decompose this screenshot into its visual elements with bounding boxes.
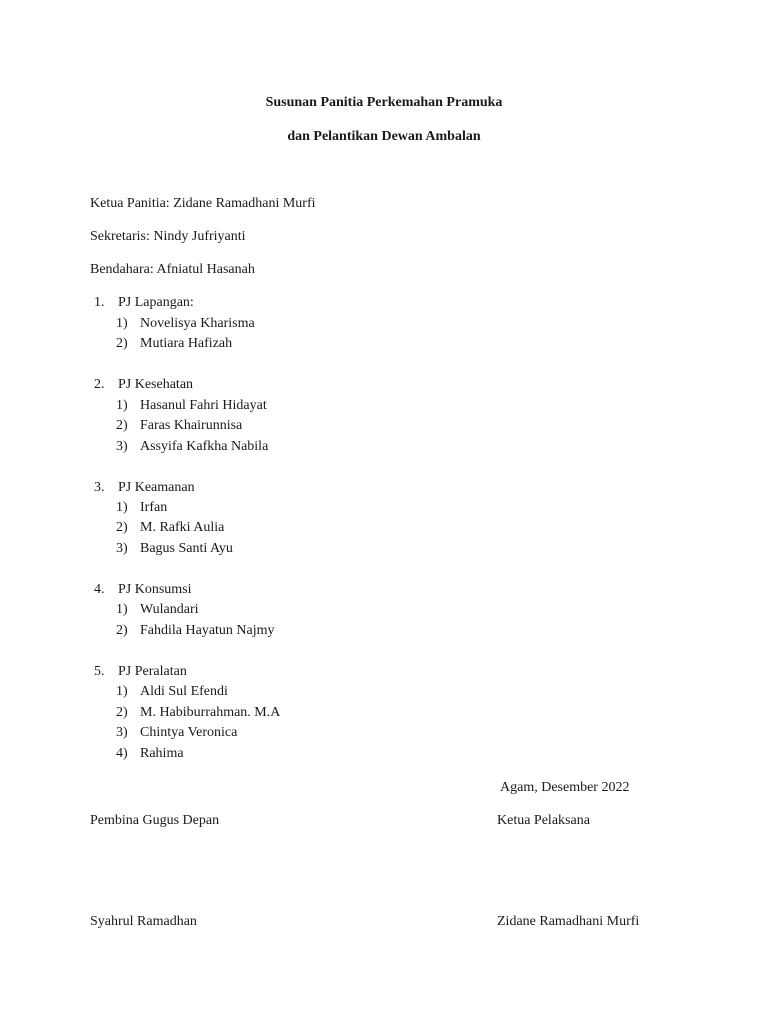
member-number: 4) xyxy=(116,746,128,761)
member-name: Irfan xyxy=(140,500,168,515)
member-number: 1) xyxy=(116,500,128,515)
section-number: 3. xyxy=(94,480,105,495)
member-name: Fahdila Hayatun Najmy xyxy=(140,623,275,638)
section-number: 2. xyxy=(94,377,105,392)
member-number: 2) xyxy=(116,336,128,351)
section-number: 4. xyxy=(94,582,105,597)
member-number: 1) xyxy=(116,398,128,413)
member-name: Chintya Veronica xyxy=(140,725,238,740)
section-label: PJ Konsumsi xyxy=(118,582,192,597)
member-name: Wulandari xyxy=(140,602,199,617)
signatory-name-right: Zidane Ramadhani Murfi xyxy=(497,914,640,929)
member-name: Aldi Sul Efendi xyxy=(140,684,228,699)
ketua-panitia: Ketua Panitia: Zidane Ramadhani Murfi xyxy=(90,196,316,211)
member-name: Rahima xyxy=(140,746,184,761)
section-label: PJ Keamanan xyxy=(118,480,195,495)
section-number: 5. xyxy=(94,664,105,679)
section-label: PJ Kesehatan xyxy=(118,377,194,392)
member-number: 2) xyxy=(116,520,128,535)
place-date: Agam, Desember 2022 xyxy=(500,780,630,795)
signatory-role-left: Pembina Gugus Depan xyxy=(90,813,220,828)
member-number: 3) xyxy=(116,541,128,556)
member-number: 1) xyxy=(116,602,128,617)
section-label: PJ Peralatan xyxy=(118,664,187,679)
signatory-role-right: Ketua Pelaksana xyxy=(497,813,590,828)
document-title-line-1: Susunan Panitia Perkemahan Pramuka xyxy=(265,95,503,110)
bendahara: Bendahara: Afniatul Hasanah xyxy=(90,262,255,277)
sekretaris: Sekretaris: Nindy Jufriyanti xyxy=(90,229,246,244)
document-title-line-2: dan Pelantikan Dewan Ambalan xyxy=(287,129,481,144)
member-number: 2) xyxy=(116,705,128,720)
section-number: 1. xyxy=(94,295,105,310)
member-name: Bagus Santi Ayu xyxy=(140,541,233,556)
member-number: 1) xyxy=(116,316,128,331)
member-name: Assyifa Kafkha Nabila xyxy=(140,439,269,454)
member-number: 3) xyxy=(116,725,128,740)
member-name: M. Rafki Aulia xyxy=(140,520,225,535)
member-name: M. Habiburrahman. M.A xyxy=(140,705,281,720)
section-label: PJ Lapangan: xyxy=(118,295,194,310)
member-number: 2) xyxy=(116,418,128,433)
signatory-name-left: Syahrul Ramadhan xyxy=(90,914,197,929)
member-name: Novelisya Kharisma xyxy=(140,316,255,331)
member-number: 3) xyxy=(116,439,128,454)
member-number: 2) xyxy=(116,623,128,638)
member-name: Mutiara Hafizah xyxy=(140,336,233,351)
member-number: 1) xyxy=(116,684,128,699)
member-name: Faras Khairunnisa xyxy=(140,418,243,433)
member-name: Hasanul Fahri Hidayat xyxy=(140,398,267,413)
